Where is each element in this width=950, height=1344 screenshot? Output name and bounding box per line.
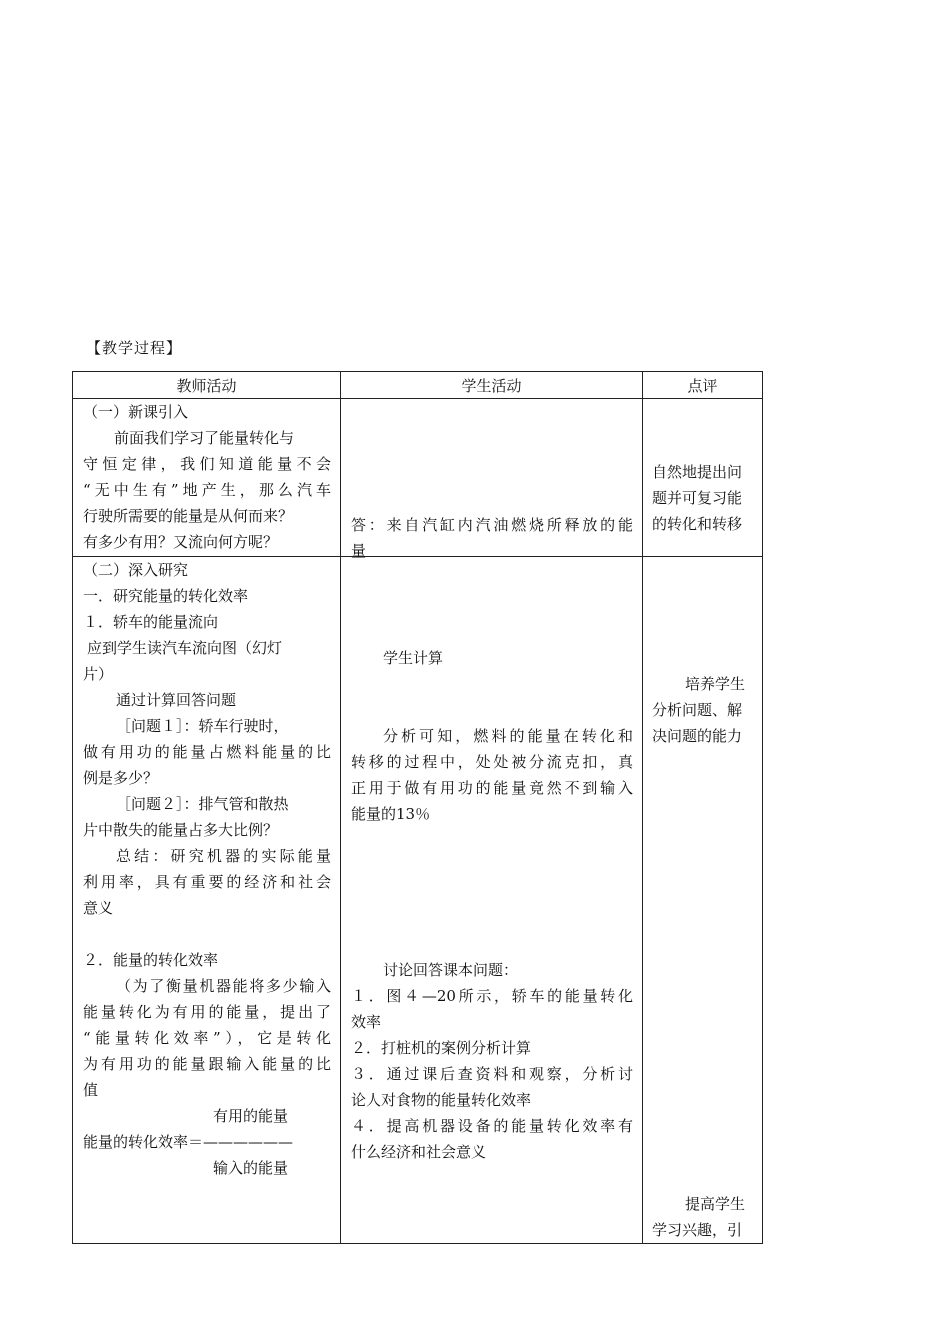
- text-line: 利用率，具有重要的经济和社会: [83, 873, 331, 891]
- text-line: ２．能量的转化效率: [83, 951, 219, 969]
- text-line: 一．研究能量的转化效率: [83, 587, 249, 605]
- teacher-cell-intro: [73, 399, 341, 557]
- header-student-activity: 学生活动: [341, 372, 643, 399]
- text-line: 题并可复习能: [652, 489, 743, 507]
- comment-cell-intro: [643, 399, 763, 557]
- text-line: 什么经济和社会意义: [351, 1143, 487, 1161]
- text-line: 总结：研究机器的实际能量: [116, 847, 331, 865]
- text-line: 例是多少？: [83, 769, 159, 787]
- text-line: 正用于做有用功的能量竟然不到输入: [351, 779, 633, 797]
- header-comment: 点评: [643, 372, 763, 399]
- text-line: 分析问题、解: [652, 701, 743, 719]
- text-line: 学生计算: [383, 649, 444, 667]
- text-line: 前面我们学习了能量转化与: [114, 429, 295, 447]
- text-line: 决问题的能力: [652, 727, 743, 745]
- formula-main-line: 能量的转化效率＝——————: [83, 1133, 294, 1151]
- text-line: 答：来自汽缸内汽油燃烧所释放的能: [351, 516, 633, 534]
- text-line: ［问题１］：轿车行驶时，: [116, 717, 289, 735]
- table-row: [73, 557, 763, 1244]
- text-line: ４．提高机器设备的能量转化效率有: [351, 1117, 633, 1135]
- text-line: 培养学生: [685, 675, 746, 693]
- text-line: 通过计算回答问题: [116, 691, 237, 709]
- table-header-row: [73, 372, 763, 399]
- text-line: １．轿车的能量流向: [83, 613, 219, 631]
- text-line: 值: [83, 1081, 99, 1099]
- text-line: “无中生有”地产生，那么汽车: [83, 481, 331, 499]
- text-line: 做有用功的能量占燃料能量的比: [83, 743, 331, 761]
- text-line: （一）新课引入: [83, 403, 189, 421]
- formula-denominator: 输入的能量: [213, 1159, 289, 1177]
- text-line: 片中散失的能量占多大比例？: [83, 821, 279, 839]
- formula-numerator: 有用的能量: [213, 1107, 289, 1125]
- text-line: 效率: [351, 1013, 382, 1031]
- header-teacher-activity: 教师活动: [73, 372, 341, 399]
- text-line: 转移的过程中，处处被分流克扣，真: [351, 753, 633, 771]
- comment-cell-research: [643, 557, 763, 1244]
- table-row: [73, 399, 763, 557]
- text-line: （为了衡量机器能将多少输入: [116, 977, 331, 995]
- text-line: 讨论回答课本问题：: [383, 961, 519, 979]
- text-line: 片）: [83, 665, 114, 683]
- student-cell-research: [341, 557, 643, 1244]
- text-line: ［问题２］：排气管和散热: [116, 795, 289, 813]
- text-line: 能量转化为有用的能量，提出了: [83, 1003, 331, 1021]
- text-line: 论人对食物的能量转化效率: [351, 1091, 532, 1109]
- text-line: １．图４—20所示，轿车的能量转化: [351, 987, 633, 1005]
- text-line: 有多少有用？又流向何方呢？: [83, 533, 279, 551]
- text-line: 的转化和转移: [652, 515, 743, 533]
- section-heading: 【教学过程】: [86, 339, 183, 357]
- text-line: 提高学生: [685, 1195, 746, 1213]
- text-line: ２．打桩机的案例分析计算: [351, 1039, 532, 1057]
- text-line: 学习兴趣，引: [652, 1221, 743, 1239]
- text-line: “能量转化效率”），它是转化: [83, 1029, 331, 1047]
- text-line: 行驶所需要的能量是从何而来？: [83, 507, 294, 525]
- text-line: 能量的13％: [351, 805, 431, 823]
- student-cell-intro: [341, 399, 643, 560]
- text-line: ３．通过课后查资料和观察，分析讨: [351, 1065, 633, 1083]
- text-line: 为有用功的能量跟输入能量的比: [83, 1055, 331, 1073]
- text-line: （二）深入研究: [83, 561, 189, 579]
- text-line: 应到学生读汽车流向图（幻灯: [87, 639, 283, 657]
- text-line: 分析可知，燃料的能量在转化和: [383, 727, 633, 745]
- text-line: 量: [351, 542, 367, 560]
- teaching-process-table: [72, 371, 763, 1244]
- text-line: 自然地提出问: [652, 463, 743, 481]
- text-line: 意义: [83, 899, 114, 917]
- teacher-cell-research: [73, 557, 341, 1244]
- text-line: 守恒定律，我们知道能量不会: [83, 455, 331, 473]
